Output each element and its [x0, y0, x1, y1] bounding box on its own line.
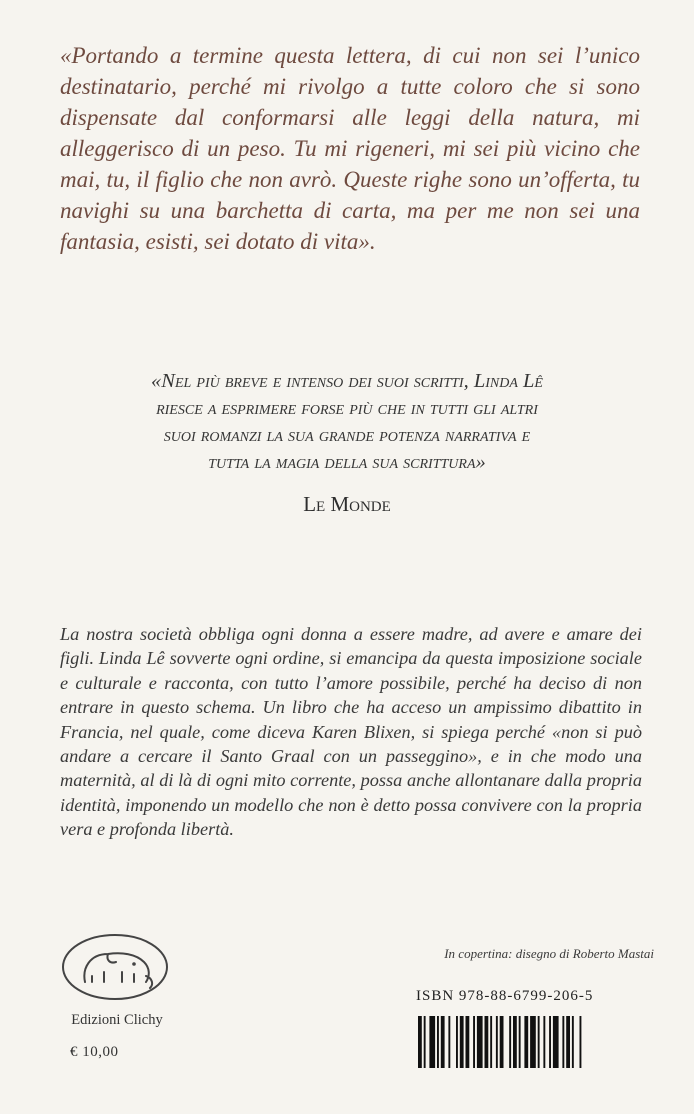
barcode-bar	[441, 1016, 445, 1068]
barcode-bar	[473, 1016, 475, 1068]
press-review-line: «Nel più breve e intenso dei suoi scritti, Linda Lê	[151, 370, 543, 392]
barcode-bar	[580, 1016, 582, 1068]
press-review-line: riesce a esprimere forse più che in tutti gli altri	[156, 397, 538, 419]
cover-credit: In copertina: disegno di Roberto Mastai	[444, 946, 654, 961]
barcode-bar	[437, 1016, 439, 1068]
barcode-bar	[513, 1016, 517, 1068]
barcode-bar	[538, 1016, 540, 1068]
barcode-bar	[543, 1016, 545, 1068]
barcode-bar	[460, 1016, 464, 1068]
barcode-bar	[500, 1016, 504, 1068]
barcode-bar	[562, 1016, 564, 1068]
press-review-line: suoi romanzi la sua grande potenza narrativa e	[163, 424, 531, 446]
barcode-bar	[424, 1016, 426, 1068]
barcode-bar	[448, 1016, 450, 1068]
barcode-bar	[466, 1016, 470, 1068]
publisher-name: Edizioni Clichy	[71, 1012, 163, 1028]
barcode	[416, 1016, 656, 1068]
barcode-bar	[566, 1016, 570, 1068]
back-cover-quote: «Portando a termine questa lettera, di cui non sei l’unico destinatario, perché mi rivolgo a tutte coloro che si sono dispensate dal conformarsi alle leggi della natura, mi alleggerisco di un peso. Tu mi rigeneri, mi sei più vicino che mai, tu, il figlio che non avrò. Queste righe sono un’offerta, tu navighi su una barchetta di carta, ma per me non sei una fantasia, esisti, sei dotato di vita».	[60, 43, 640, 254]
press-review-source: Le Monde	[303, 492, 391, 516]
elephant-logo-icon	[60, 932, 170, 1002]
isbn-number: ISBN 978-88-6799-206-5	[416, 988, 594, 1004]
barcode-bar	[477, 1016, 483, 1068]
barcode-bar	[490, 1016, 492, 1068]
barcode-bar	[456, 1016, 458, 1068]
press-review	[40, 368, 654, 476]
barcode-bar	[519, 1016, 521, 1068]
barcode-bar	[509, 1016, 511, 1068]
barcode-bar	[485, 1016, 489, 1068]
barcode-bar	[549, 1016, 551, 1068]
barcode-bar	[429, 1016, 435, 1068]
barcode-bar	[524, 1016, 528, 1068]
barcode-bar	[572, 1016, 574, 1068]
price: € 10,00	[70, 1044, 119, 1060]
barcode-bar	[530, 1016, 536, 1068]
barcode-bar	[496, 1016, 498, 1068]
book-description: La nostra società obbliga ogni donna a essere madre, ad avere e amare dei figli. Linda Lê sovverte ogni ordine, si emancipa da questa imposizione sociale e culturale e racconta, con tutto l’amore possibile, perché ha deciso di non entrare in questo schema. Un libro che ha acceso un ampissimo dibattito in Francia, nel quale, come diceva Karen Blixen, si spiega perché «non si può andare a cercare il Santo Graal con un passeggino», e in che modo una maternità, al di là di ogni mito corrente, possa anche allontanare dalla propria identità, imponendo un modello che non è detto possa convivere con la propria vera e profonda libertà.	[60, 624, 642, 840]
barcode-bar	[418, 1016, 422, 1068]
barcode-bar	[553, 1016, 559, 1068]
press-review-line: tutta la magia della sua scrittura»	[208, 451, 486, 473]
